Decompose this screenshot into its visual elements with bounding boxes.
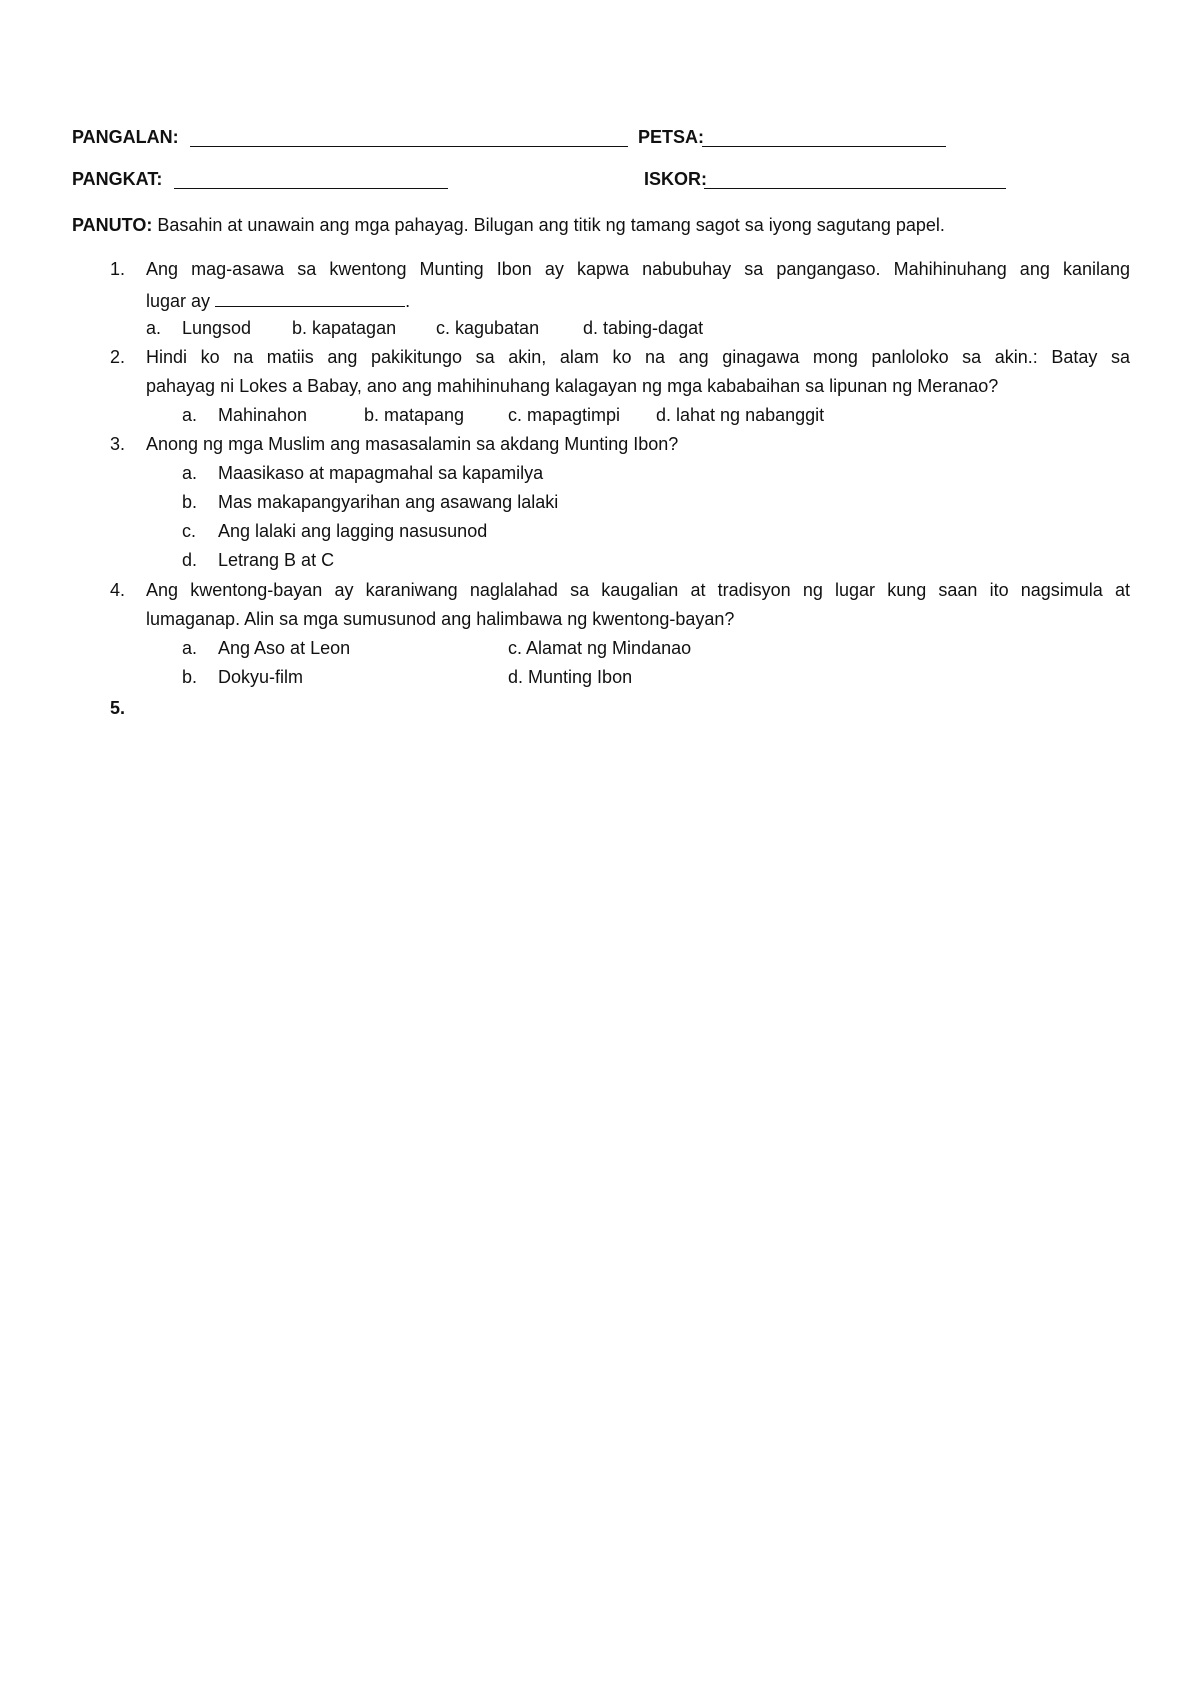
- choice-1-d[interactable]: d. tabing-dagat: [583, 318, 704, 338]
- choice-3-b-letter[interactable]: b.: [182, 492, 198, 512]
- choice-1-b[interactable]: b. kapatagan: [292, 318, 397, 338]
- choice-1-c[interactable]: c. kagubatan: [436, 318, 540, 338]
- choice-3-a-text[interactable]: Maasikaso at mapagmahal sa kapamilya: [218, 463, 544, 483]
- question-number-3: 3.: [110, 434, 126, 454]
- choice-4-b-letter[interactable]: b.: [182, 667, 198, 687]
- section-blank[interactable]: [174, 168, 448, 189]
- choice-2-d[interactable]: d. lahat ng nabanggit: [656, 405, 825, 425]
- choice-2-a-letter[interactable]: a.: [182, 405, 198, 425]
- question-2-line-2: pahayag ni Lokes a Babay, ano ang mahihinuhang kalagayan ng mga kababaihan sa lipunan ng Meranao?: [146, 376, 999, 396]
- choice-4-a-text[interactable]: Ang Aso at Leon: [218, 638, 351, 658]
- choice-2-a-text[interactable]: Mahinahon: [218, 405, 308, 425]
- choice-3-b-text[interactable]: Mas makapangyarihan ang asawang lalaki: [218, 492, 559, 512]
- question-number-4: 4.: [110, 580, 126, 600]
- question-number-2: 2.: [110, 347, 126, 367]
- choice-3-a-letter[interactable]: a.: [182, 463, 198, 483]
- question-3-line-1: Anong ng mga Muslim ang masasalamin sa akdang Munting Ibon?: [146, 434, 679, 454]
- date-blank[interactable]: [702, 126, 946, 147]
- score-label: ISKOR:: [644, 169, 707, 189]
- question-1-line-2-prefix: lugar ay: [146, 291, 211, 311]
- choice-1-a-text[interactable]: Lungsod: [182, 318, 252, 338]
- score-blank[interactable]: [704, 168, 1006, 189]
- instructions: [72, 214, 945, 236]
- choice-4-a-letter[interactable]: a.: [182, 638, 198, 658]
- choice-1-a-letter[interactable]: a.: [146, 318, 162, 338]
- question-1-line-1: Ang mag-asawa sa kwentong Munting Ibon ay kapwa nabubuhay sa pangangaso. Mahihinuhang ang kanilang: [146, 259, 1130, 279]
- instructions-label: PANUTO:: [72, 215, 153, 235]
- name-label: PANGALAN:: [72, 127, 179, 147]
- date-label: PETSA:: [638, 127, 705, 147]
- question-4-line-1: Ang kwentong-bayan ay karaniwang naglalahad sa kaugalian at tradisyon ng lugar kung saan ito nagsimula at: [146, 580, 1130, 600]
- question-4-line-2: lumaganap. Alin sa mga sumusunod ang halimbawa ng kwentong-bayan?: [146, 609, 735, 629]
- question-1-line-2-suffix: .: [405, 291, 411, 311]
- choice-3-c-text[interactable]: Ang lalaki ang lagging nasusunod: [218, 521, 488, 541]
- question-2-line-1: Hindi ko na matiis ang pakikitungo sa akin, alam ko na ang ginagawa mong panloloko sa akin.: Batay sa: [146, 347, 1130, 367]
- choice-4-c[interactable]: c. Alamat ng Mindanao: [508, 638, 692, 658]
- question-number-5: 5.: [110, 698, 126, 718]
- choice-2-b[interactable]: b. matapang: [364, 405, 465, 425]
- choice-3-d-letter[interactable]: d.: [182, 550, 198, 570]
- question-1-answer-blank[interactable]: [215, 288, 405, 307]
- question-number-1: 1.: [110, 259, 126, 279]
- choice-2-c[interactable]: c. mapagtimpi: [508, 405, 621, 425]
- choice-3-c-letter[interactable]: c.: [182, 521, 197, 541]
- section-label: PANGKAT:: [72, 169, 163, 189]
- instructions-text: Basahin at unawain ang mga pahayag. Bilugan ang titik ng tamang sagot sa iyong sagutang papel.: [157, 215, 945, 235]
- choice-4-d[interactable]: d. Munting Ibon: [508, 667, 633, 687]
- choice-4-b-text[interactable]: Dokyu-film: [218, 667, 304, 687]
- question-1-line-2: [146, 288, 410, 312]
- name-blank[interactable]: [190, 126, 628, 147]
- choice-3-d-text[interactable]: Letrang B at C: [218, 550, 335, 570]
